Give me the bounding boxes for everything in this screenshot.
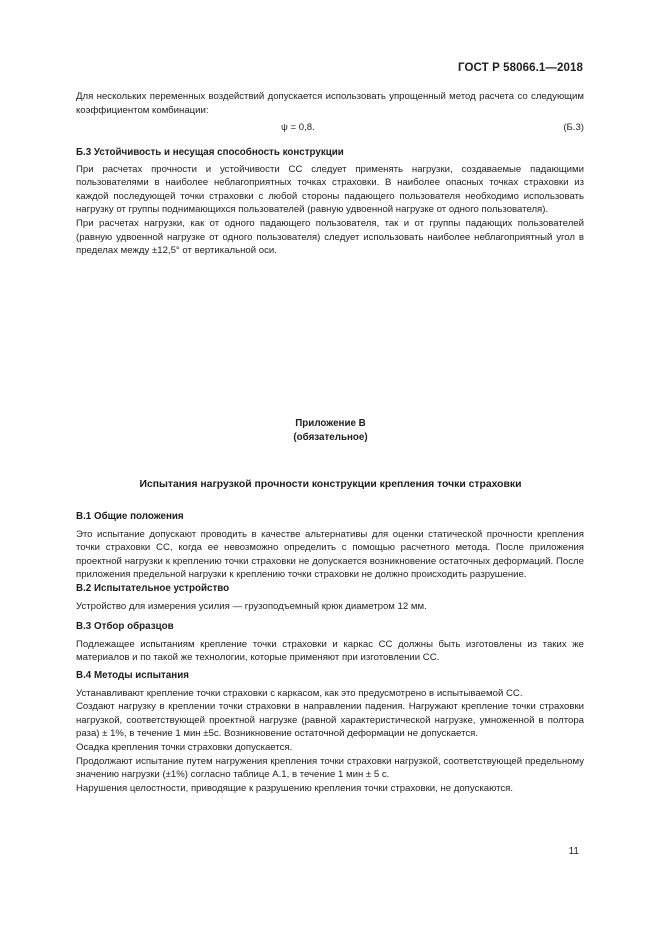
paragraph-v4-4: Продолжают испытание путем нагружения крепления точки страховки нагрузкой, соответствующей предельному значению нагрузки (±1%) согласно таблице А.1, в течение 1 мин ± 5 с. [76, 755, 584, 781]
section-title-v4: В.4 Методы испытания [76, 670, 189, 681]
section-b3 [76, 146, 584, 258]
appendix-title: Приложение В [295, 418, 366, 429]
formula-number: (Б.3) [563, 122, 584, 133]
appendix-heading: Испытания нагрузкой прочности конструкции крепления точки страховки [139, 479, 522, 490]
intro-section [76, 90, 584, 117]
section-title-v3: В.3 Отбор образцов [76, 621, 174, 632]
paragraph-v2: Устройство для измерения усилия — грузоподъемный крюк диаметром 12 мм. [76, 600, 427, 612]
section-v4 [76, 669, 584, 795]
section-title-b3: Б.3 Устойчивость и несущая способность конструкции [76, 147, 344, 158]
paragraph-b3-1: При расчетах прочности и устойчивости СС следует применять нагрузки, создаваемые падающими пользователями в наиболее неблагоприятных точках страховки. В наиболее опасных точках страховки из каждой последующей точки страховки с любой стороны падающего пользователя необходимо использовать нагрузку от группы поднимающихся пользователей (равную удвоенной нагрузке от одного пользователя). [76, 163, 584, 216]
page-number: 11 [568, 846, 579, 857]
formula-row [76, 122, 584, 136]
section-title-v1: В.1 Общие положения [76, 511, 184, 522]
section-v3 [76, 620, 584, 665]
paragraph-v4-3: Осадка крепления точки страховки допускается. [76, 741, 293, 753]
paragraph-v4-2: Создают нагрузку в креплении точки страховки в направлении падения. Нагружают крепление точки страховки нагрузкой, соответствующей проектной нагрузке (равной характеристической нагрузке, умноженной в полтора раза) ± 1%, в течение 1 мин ±5с. Возникновение остаточной деформации не допускается. [76, 701, 584, 740]
appendix-status: (обязательное) [293, 432, 368, 443]
paragraph-v4-1: Устанавливают крепление точки страховки с каркасом, как это предусмотрено в испытываемой СС. [76, 687, 523, 699]
standard-number: ГОСТ Р 58066.1—2018 [458, 62, 583, 74]
section-v2 [76, 582, 584, 613]
formula: ψ = 0,8. [281, 122, 315, 133]
intro-paragraph: Для нескольких переменных воздействий допускается использовать упрощенный метод расчета со следующим коэффициентом комбинации: [76, 91, 584, 116]
paragraph-b3-2: При расчетах нагрузки, как от одного падающего пользователя, так и от группы падающих пользователей (равную удвоенной нагрузке от одного пользователя) следует использовать наиболее неблагоприятный угол в пределах между ±12,5° от вертикальной оси. [76, 217, 584, 257]
paragraph-v1: Это испытание допускают проводить в качестве альтернативы для оценки статической прочности крепления точки страховки СС, когда ее невозможно определить с помощью расчетного метода. После приложения проектной нагрузки к креплению точки страховки не допускается возникновение остаточных деформаций. После приложения предельной нагрузки к креплению точки страховки не должно происходить разрушение. [76, 528, 584, 581]
paragraph-v3: Подлежащее испытаниям крепление точки страховки и каркас СС должны быть изготовлены из таких же материалов и по такой же технологии, которые применяют при изготовлении СС. [76, 638, 584, 664]
section-title-v2: В.2 Испытательное устройство [76, 583, 230, 594]
paragraph-v4-5: Нарушения целостности, приводящие к разрушению крепления точки страховки, не допускаются. [76, 782, 514, 794]
section-v1 [76, 510, 584, 582]
